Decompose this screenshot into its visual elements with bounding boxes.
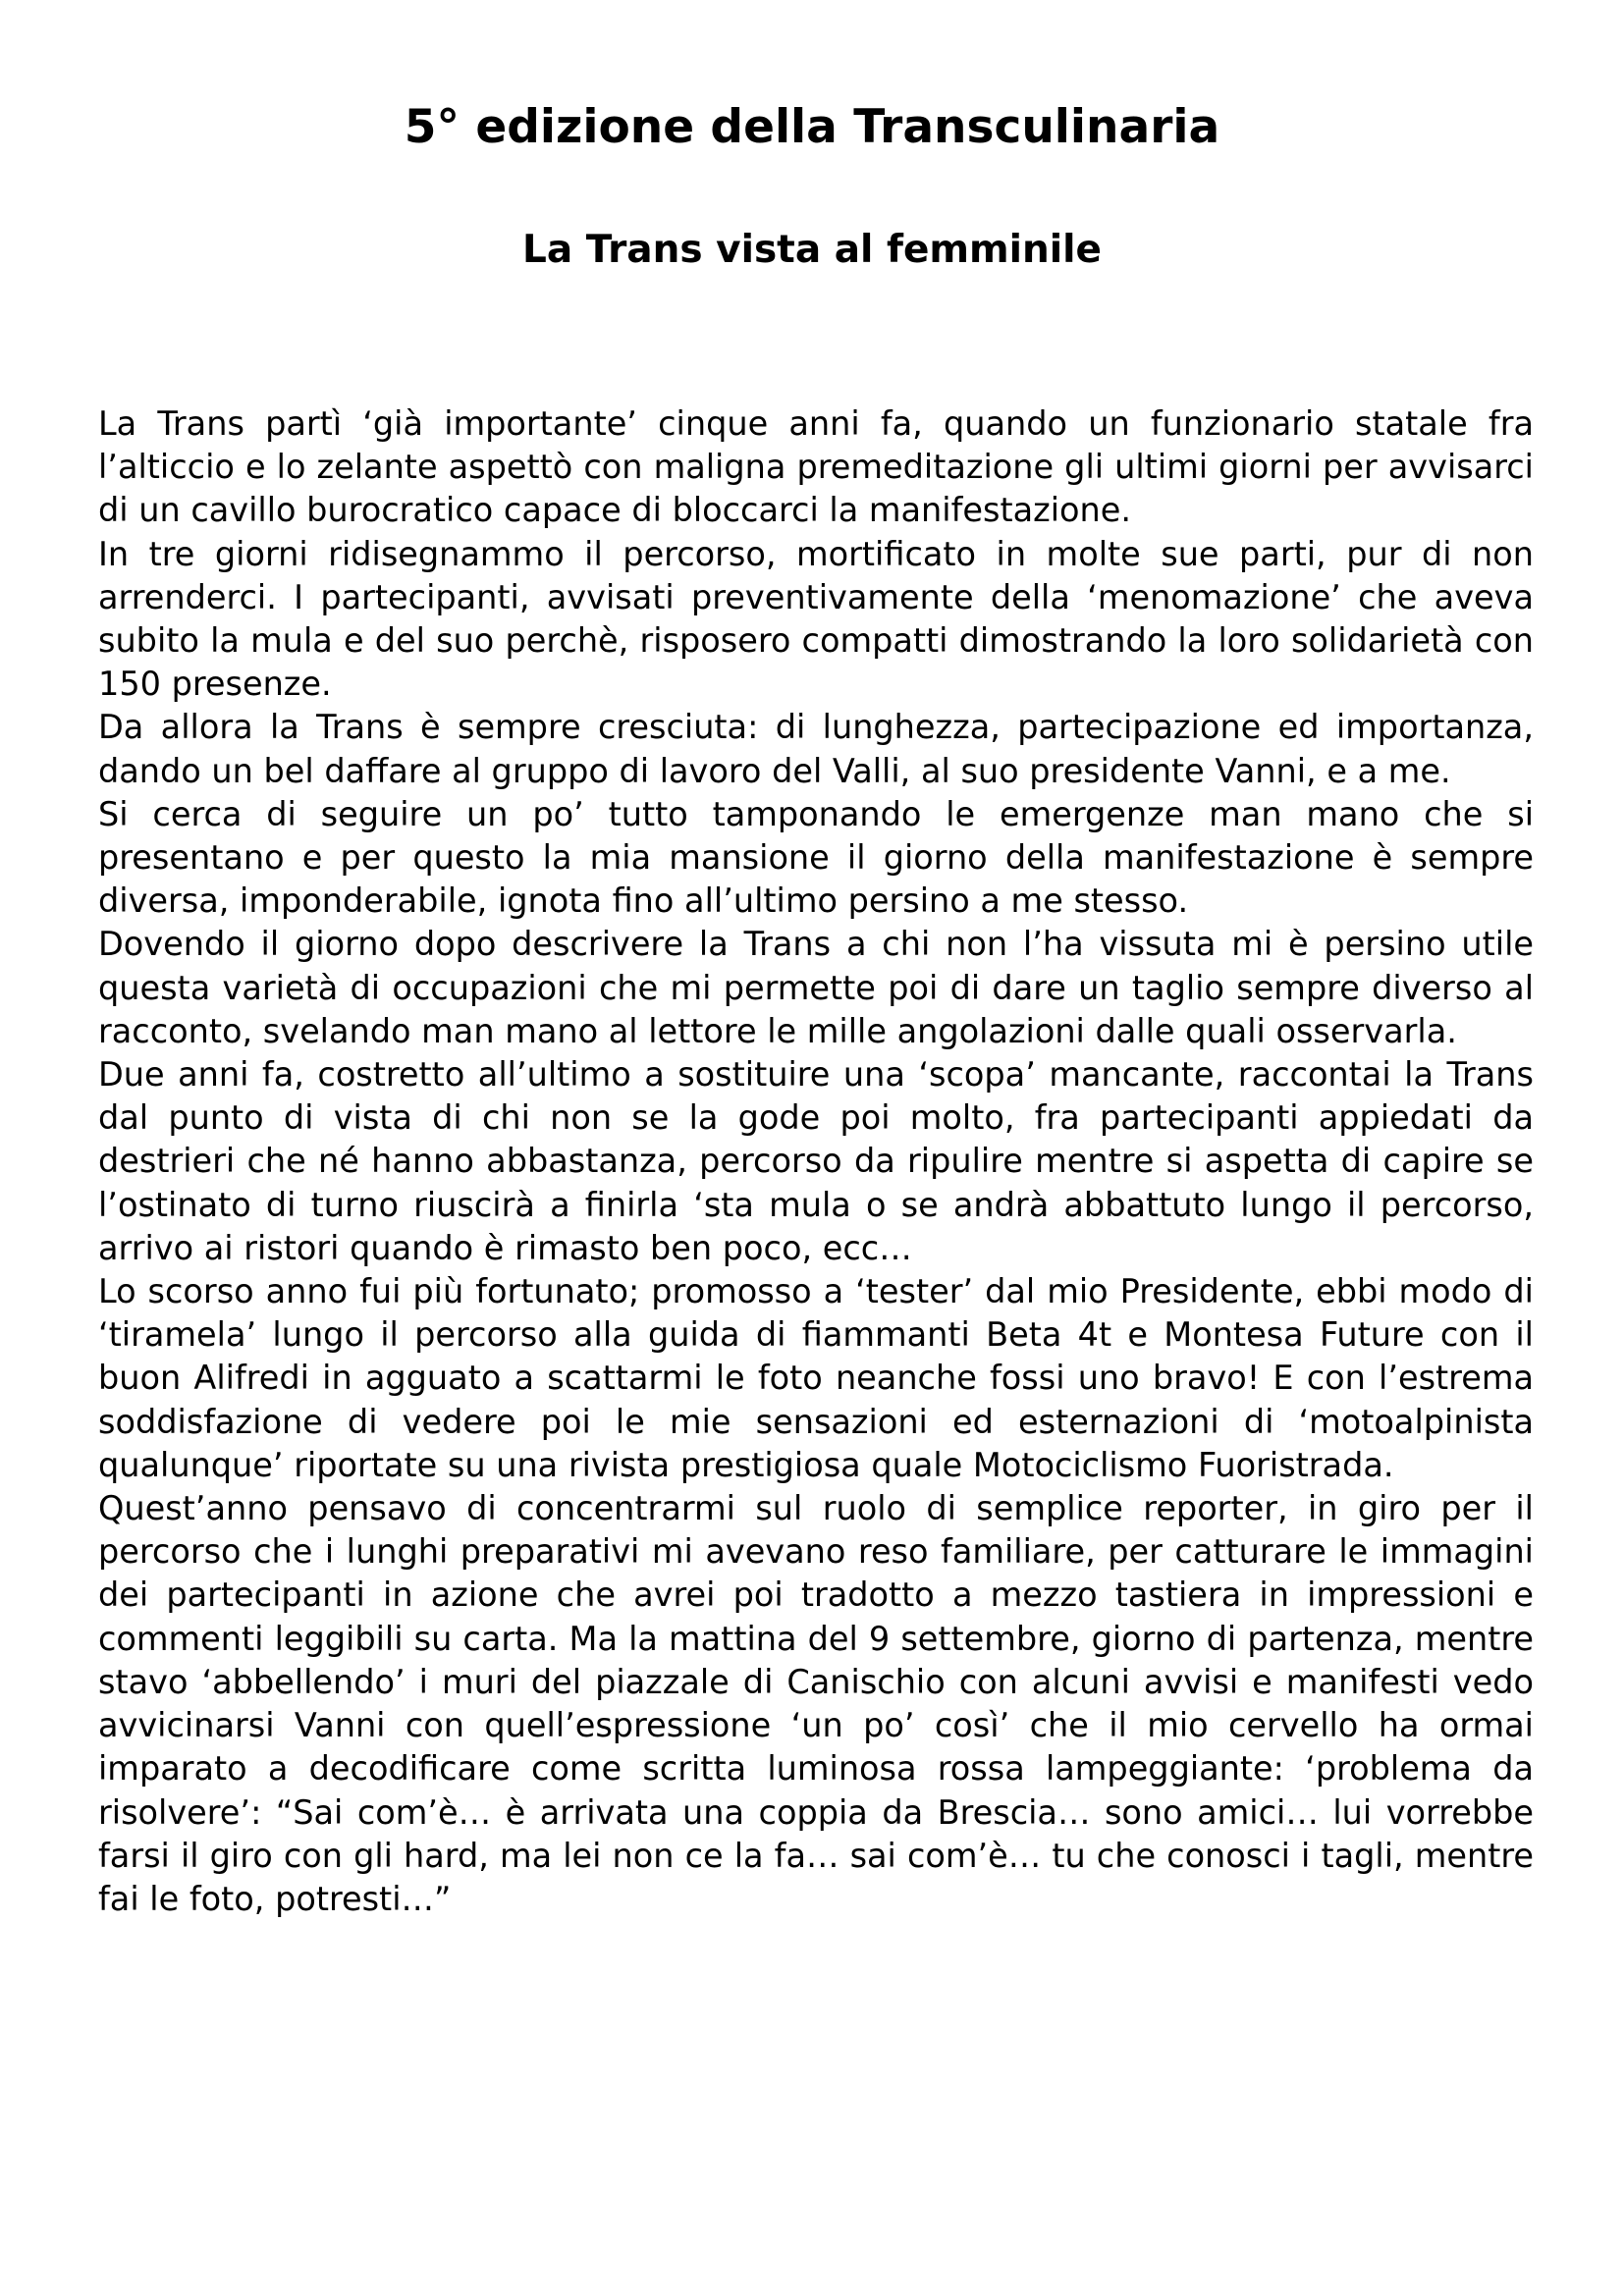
paragraph: Si cerca di seguire un po’ tutto tamponando le emergenze man mano che si presentano e per questo la mia mansione il giorno della manifestazione è sempre diversa, imponderabile, ignota fino all’ultimo persino a me stesso. [98,794,1534,921]
article-body [98,402,1534,1921]
page-title: 5° edizione della Transculinaria [404,100,1220,154]
paragraph: Dovendo il giorno dopo descrivere la Trans a chi non l’ha vissuta mi è persino utile questa varietà di occupazioni che mi permette poi di dare un taglio sempre diverso al racconto, svelando man mano al lettore le mille angolazioni dalle quali osservarla. [98,925,1534,1050]
paragraph: Due anni fa, costretto all’ultimo a sostituire una ‘scopa’ mancante, raccontai la Trans dal punto di vista di chi non se la gode poi molto, fra partecipanti appiedati da destrieri che né hanno abbastanza, percorso da ripulire mentre si aspetta di capire se l’ostinato di turno riuscirà a finirla ‘sta mula o se andrà abbattuto lungo il percorso, arrivo ai ristori quando è rimasto ben poco, ecc… [98,1055,1534,1267]
paragraph: Da allora la Trans è sempre cresciuta: di lunghezza, partecipazione ed importanza, dando un bel daffare al gruppo di lavoro del Valli, al suo presidente Vanni, e a me. [98,708,1534,790]
page-subtitle: La Trans vista al femminile [522,228,1102,272]
paragraph: Quest’anno pensavo di concentrarmi sul ruolo di semplice reporter, in giro per il percorso che i lunghi preparativi mi avevano reso familiare, per catturare le immagini dei partecipanti in azione che avrei poi tradotto a mezzo tastiera in impressioni e commenti leggibili su carta. Ma la mattina del 9 settembre, giorno di partenza, mentre stavo ‘abbellendo’ i muri del piazzale di Canischio con alcuni avvisi e manifesti vedo avvicinarsi Vanni con quell’espressione ‘un po’ così’ che il mio cervello ha ormai imparato a decodificare come scritta luminosa rossa lampeggiante: ‘problema da risolvere’: “Sai com’è… è arrivata una coppia da Brescia… sono amici… lui vorrebbe farsi il giro con gli hard, ma lei non ce la fa… sai com’è… tu che conosci i tagli, mentre fai le foto, potresti…” [98,1489,1534,1918]
paragraph: In tre giorni ridisegnammo il percorso, mortificato in molte sue parti, pur di non arrenderci. I partecipanti, avvisati preventivamente della ‘menomazione’ che aveva subito la mula e del suo perchè, risposero compatti dimostrando la loro solidarietà con 150 presenze. [98,534,1534,704]
paragraph: Lo scorso anno fui più fortunato; promosso a ‘tester’ dal mio Presidente, ebbi modo di ‘tiramela’ lungo il percorso alla guida di fiammanti Beta 4t e Montesa Future con il buon Alifredi in agguato a scattarmi le foto neanche fossi uno bravo! E con l’estrema soddisfazione di vedere poi le mie sensazioni ed esternazioni di ‘motoalpinista qualunque’ riportate su una rivista prestigiosa quale Motociclismo Fuoristrada. [98,1272,1534,1484]
paragraph: La Trans partì ‘già importante’ cinque anni fa, quando un funzionario statale fra l’alticcio e lo zelante aspettò con maligna premeditazione gli ultimi giorni per avvisarci di un cavillo burocratico capace di bloccarci la manifestazione. [98,404,1534,530]
